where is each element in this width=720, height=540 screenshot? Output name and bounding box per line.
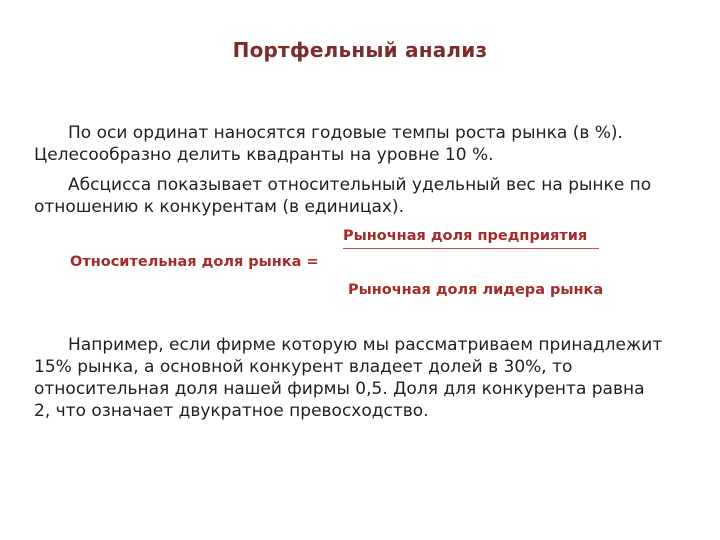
slide-title: Портфельный анализ xyxy=(232,38,488,62)
formula-numerator: Рыночная доля предприятия xyxy=(343,228,588,244)
paragraph-example: Например, если фирме которую мы рассматриваем принадлежит 15% рынка, а основной конкурент владеет долей в 30%, то относительная доля нашей фирмы 0,5. Доля для конкурента равна 2, что означает двукратное превосходство. xyxy=(34,335,663,421)
paragraph-ordinate: По оси ординат наносятся годовые темпы роста рынка (в %). Целесообразно делить квадранты на уровне 10 %. xyxy=(34,123,623,165)
fraction-line xyxy=(343,248,599,249)
formula-denominator: Рыночная доля лидера рынка xyxy=(348,282,604,298)
paragraph-abscissa: Абсцисса показывает относительный удельный вес на рынке по отношению к конкурентам (в единицах). xyxy=(34,175,652,217)
formula-left-side: Относительная доля рынка = xyxy=(70,254,319,270)
